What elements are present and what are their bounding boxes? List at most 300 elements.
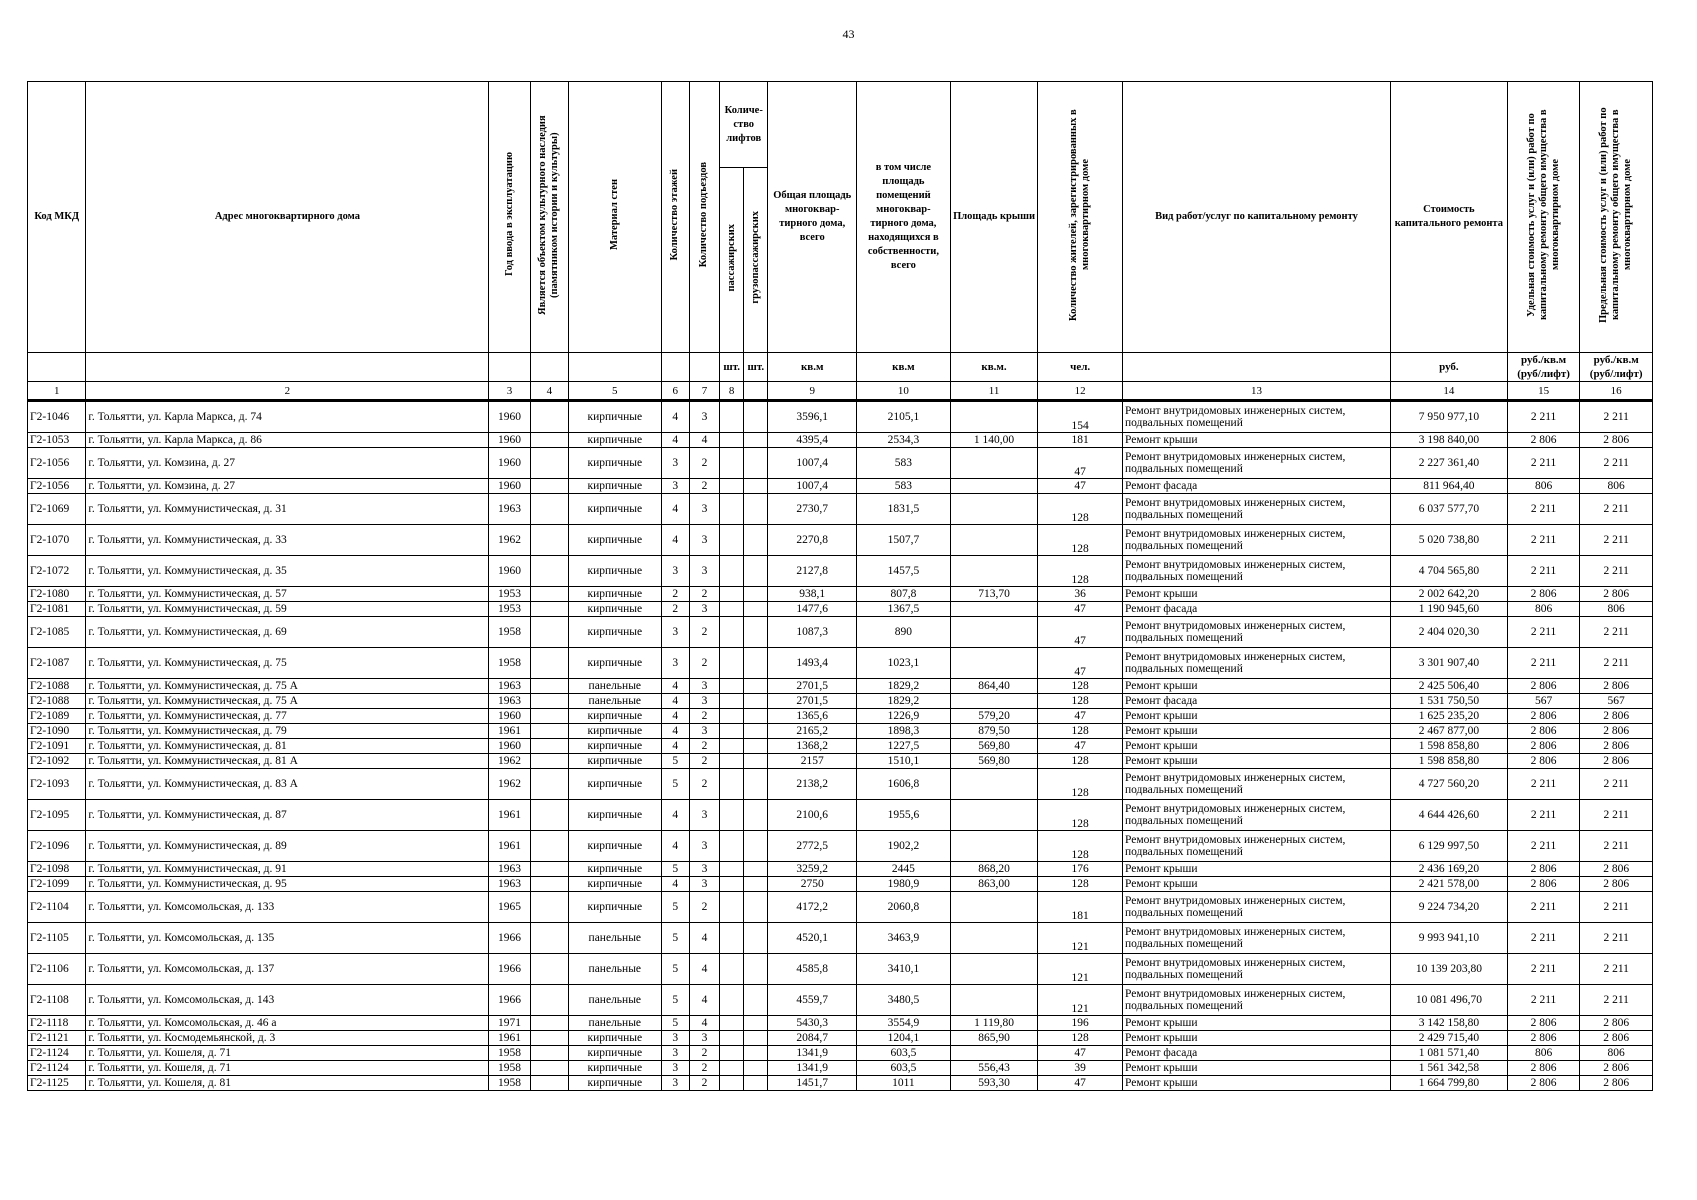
address-cell: г. Тольятти, ул. Карла Маркса, д. 74 <box>86 401 489 433</box>
repair-cost-cell: 1 531 750,50 <box>1390 694 1507 709</box>
heritage-cell <box>530 602 568 617</box>
year-cell: 1958 <box>489 1061 530 1076</box>
code-cell: Г2-1056 <box>28 479 86 494</box>
unit-cost-cell: 2 211 <box>1507 401 1580 433</box>
heritage-cell <box>530 1016 568 1031</box>
repair-cost-cell: 3 142 158,80 <box>1390 1016 1507 1031</box>
code-cell: Г2-1089 <box>28 709 86 724</box>
repair-cost-cell: 1 081 571,40 <box>1390 1046 1507 1061</box>
header-floors: Количество этажей <box>661 82 689 353</box>
table-row <box>28 679 1653 694</box>
lifts-freight-cell <box>744 862 768 877</box>
lifts-passenger-cell <box>720 739 744 754</box>
table-row <box>28 739 1653 754</box>
address-cell: г. Тольятти, ул. Комсомольская, д. 143 <box>86 985 489 1016</box>
residents-cell: 128 <box>1038 877 1123 892</box>
max-cost-cell: 567 <box>1580 694 1653 709</box>
material-cell: кирпичные <box>568 479 661 494</box>
unit-cost-cell: 2 211 <box>1507 800 1580 831</box>
total-area-cell: 2701,5 <box>768 679 857 694</box>
total-area-cell: 5430,3 <box>768 1016 857 1031</box>
material-cell: кирпичные <box>568 648 661 679</box>
table-row <box>28 709 1653 724</box>
code-cell: Г2-1118 <box>28 1016 86 1031</box>
heritage-cell <box>530 831 568 862</box>
floors-cell: 4 <box>661 800 689 831</box>
max-cost-cell: 2 211 <box>1580 494 1653 525</box>
repair-cost-cell: 2 227 361,40 <box>1390 448 1507 479</box>
material-cell: кирпичные <box>568 433 661 448</box>
repair-cost-cell: 2 002 642,20 <box>1390 587 1507 602</box>
unit-cost-cell: 2 806 <box>1507 1061 1580 1076</box>
heritage-cell <box>530 739 568 754</box>
max-cost-cell: 2 211 <box>1580 954 1653 985</box>
total-area-cell: 1477,6 <box>768 602 857 617</box>
unit-cost-cell: 2 806 <box>1507 433 1580 448</box>
unit-cost-cell: 2 211 <box>1507 831 1580 862</box>
unit-cost-cell: 2 211 <box>1507 525 1580 556</box>
repair-cost-cell: 1 598 858,80 <box>1390 754 1507 769</box>
unit-cost-cell: 2 211 <box>1507 985 1580 1016</box>
code-cell: Г2-1124 <box>28 1061 86 1076</box>
address-cell: г. Тольятти, ул. Коммунистическая, д. 89 <box>86 831 489 862</box>
unit-cost-cell: 2 211 <box>1507 494 1580 525</box>
owned-area-cell: 1829,2 <box>857 694 951 709</box>
header-residents: Количество жителей, зарегистрированных в многоквартирном доме <box>1038 82 1123 353</box>
lifts-freight-cell <box>744 985 768 1016</box>
lifts-freight-cell <box>744 1076 768 1091</box>
material-cell: кирпичные <box>568 1061 661 1076</box>
year-cell: 1961 <box>489 831 530 862</box>
work-type-cell: Ремонт внутридомовых инженерных систем, подвальных помещений <box>1122 985 1390 1016</box>
residents-cell: 47 <box>1038 448 1123 479</box>
year-cell: 1961 <box>489 724 530 739</box>
lifts-passenger-cell <box>720 401 744 433</box>
table-row <box>28 1016 1653 1031</box>
year-cell: 1966 <box>489 954 530 985</box>
entrances-cell: 3 <box>689 724 719 739</box>
year-cell: 1960 <box>489 556 530 587</box>
heritage-cell <box>530 448 568 479</box>
entrances-cell: 2 <box>689 709 719 724</box>
floors-cell: 5 <box>661 923 689 954</box>
year-cell: 1958 <box>489 617 530 648</box>
total-area-cell: 4559,7 <box>768 985 857 1016</box>
heritage-cell <box>530 1076 568 1091</box>
floors-cell: 5 <box>661 769 689 800</box>
work-type-cell: Ремонт внутридомовых инженерных систем, подвальных помещений <box>1122 556 1390 587</box>
max-cost-cell: 2 806 <box>1580 679 1653 694</box>
header-code: Код МКД <box>28 82 86 353</box>
residents-cell: 128 <box>1038 724 1123 739</box>
repair-cost-cell: 1 598 858,80 <box>1390 739 1507 754</box>
total-area-cell: 2750 <box>768 877 857 892</box>
heritage-cell <box>530 769 568 800</box>
residents-cell: 128 <box>1038 694 1123 709</box>
year-cell: 1960 <box>489 739 530 754</box>
work-type-cell: Ремонт крыши <box>1122 724 1390 739</box>
lifts-freight-cell <box>744 694 768 709</box>
year-cell: 1962 <box>489 769 530 800</box>
address-cell: г. Тольятти, ул. Комсомольская, д. 133 <box>86 892 489 923</box>
unit-cost-cell: 2 211 <box>1507 556 1580 587</box>
repair-cost-cell: 6 037 577,70 <box>1390 494 1507 525</box>
floors-cell: 5 <box>661 985 689 1016</box>
total-area-cell: 3259,2 <box>768 862 857 877</box>
work-type-cell: Ремонт крыши <box>1122 754 1390 769</box>
table-row <box>28 724 1653 739</box>
lifts-freight-cell <box>744 602 768 617</box>
lifts-freight-cell <box>744 617 768 648</box>
header-unit-cost: Удельная стоимость услуг и (или) работ по капитальному ремонту общего имущества в многоквартирном доме <box>1507 82 1580 353</box>
address-cell: г. Тольятти, ул. Коммунистическая, д. 95 <box>86 877 489 892</box>
repair-cost-cell: 2 429 715,40 <box>1390 1031 1507 1046</box>
work-type-cell: Ремонт крыши <box>1122 1076 1390 1091</box>
address-cell: г. Тольятти, ул. Коммунистическая, д. 59 <box>86 602 489 617</box>
repair-cost-cell: 10 081 496,70 <box>1390 985 1507 1016</box>
year-cell: 1960 <box>489 479 530 494</box>
entrances-cell: 2 <box>689 1061 719 1076</box>
unit-cost-cell: 2 211 <box>1507 648 1580 679</box>
residents-cell: 196 <box>1038 1016 1123 1031</box>
page-number: 43 <box>842 27 855 41</box>
address-cell: г. Тольятти, ул. Комсомольская, д. 135 <box>86 923 489 954</box>
unit-roof-area: кв.м. <box>950 353 1038 382</box>
address-cell: г. Тольятти, ул. Коммунистическая, д. 81 <box>86 739 489 754</box>
max-cost-cell: 2 806 <box>1580 754 1653 769</box>
lifts-passenger-cell <box>720 1061 744 1076</box>
lifts-passenger-cell <box>720 877 744 892</box>
lifts-passenger-cell <box>720 494 744 525</box>
residents-cell: 39 <box>1038 1061 1123 1076</box>
roof-area-cell <box>950 694 1038 709</box>
lifts-passenger-cell <box>720 754 744 769</box>
lifts-freight-cell <box>744 709 768 724</box>
owned-area-cell: 1955,6 <box>857 800 951 831</box>
material-cell: панельные <box>568 694 661 709</box>
total-area-cell: 2138,2 <box>768 769 857 800</box>
roof-area-cell <box>950 448 1038 479</box>
owned-area-cell: 1011 <box>857 1076 951 1091</box>
owned-area-cell: 603,5 <box>857 1046 951 1061</box>
repair-cost-cell: 9 224 734,20 <box>1390 892 1507 923</box>
roof-area-cell <box>950 1046 1038 1061</box>
table-row <box>28 1061 1653 1076</box>
code-cell: Г2-1081 <box>28 602 86 617</box>
total-area-cell: 4395,4 <box>768 433 857 448</box>
header-owned-area: в том числе площадь помещений многоквар- тирного дома, находящихся в собственности, всего <box>857 82 951 353</box>
owned-area-cell: 3463,9 <box>857 923 951 954</box>
year-cell: 1960 <box>489 709 530 724</box>
owned-area-cell: 3480,5 <box>857 985 951 1016</box>
lifts-freight-cell <box>744 433 768 448</box>
floors-cell: 4 <box>661 401 689 433</box>
work-type-cell: Ремонт внутридомовых инженерных систем, подвальных помещений <box>1122 494 1390 525</box>
repair-cost-cell: 1 561 342,58 <box>1390 1061 1507 1076</box>
repair-cost-cell: 7 950 977,10 <box>1390 401 1507 433</box>
roof-area-cell: 864,40 <box>950 679 1038 694</box>
lifts-passenger-cell <box>720 1046 744 1061</box>
entrances-cell: 3 <box>689 862 719 877</box>
address-cell: г. Тольятти, ул. Комзина, д. 27 <box>86 479 489 494</box>
repair-cost-cell: 3 198 840,00 <box>1390 433 1507 448</box>
unit-cost-cell: 2 806 <box>1507 739 1580 754</box>
entrances-cell: 4 <box>689 1016 719 1031</box>
table-row <box>28 401 1653 433</box>
lifts-passenger-cell <box>720 617 744 648</box>
max-cost-cell: 2 806 <box>1580 877 1653 892</box>
floors-cell: 5 <box>661 892 689 923</box>
column-number: 8 <box>720 382 744 401</box>
address-cell: г. Тольятти, ул. Комсомольская, д. 46 а <box>86 1016 489 1031</box>
owned-area-cell: 1226,9 <box>857 709 951 724</box>
roof-area-cell: 1 140,00 <box>950 433 1038 448</box>
entrances-cell: 2 <box>689 1046 719 1061</box>
work-type-cell: Ремонт внутридомовых инженерных систем, подвальных помещений <box>1122 401 1390 433</box>
code-cell: Г2-1085 <box>28 617 86 648</box>
max-cost-cell: 806 <box>1580 479 1653 494</box>
lifts-passenger-cell <box>720 831 744 862</box>
unit-cost-cell: 2 211 <box>1507 617 1580 648</box>
entrances-cell: 2 <box>689 479 719 494</box>
year-cell: 1963 <box>489 862 530 877</box>
address-cell: г. Тольятти, ул. Коммунистическая, д. 75 А <box>86 679 489 694</box>
unit-cost-cell: 2 806 <box>1507 754 1580 769</box>
column-number: 3 <box>489 382 530 401</box>
repair-cost-cell: 4 704 565,80 <box>1390 556 1507 587</box>
floors-cell: 2 <box>661 587 689 602</box>
roof-area-cell <box>950 892 1038 923</box>
code-cell: Г2-1090 <box>28 724 86 739</box>
owned-area-cell: 3554,9 <box>857 1016 951 1031</box>
roof-area-cell: 1 119,80 <box>950 1016 1038 1031</box>
year-cell: 1961 <box>489 800 530 831</box>
max-cost-cell: 2 211 <box>1580 923 1653 954</box>
table-row <box>28 1076 1653 1091</box>
table-row <box>28 648 1653 679</box>
floors-cell: 3 <box>661 648 689 679</box>
unit-cost-cell: 2 806 <box>1507 709 1580 724</box>
total-area-cell: 2157 <box>768 754 857 769</box>
lifts-freight-cell <box>744 1031 768 1046</box>
roof-area-cell: 556,43 <box>950 1061 1038 1076</box>
work-type-cell: Ремонт внутридомовых инженерных систем, подвальных помещений <box>1122 525 1390 556</box>
owned-area-cell: 1898,3 <box>857 724 951 739</box>
work-type-cell: Ремонт крыши <box>1122 1061 1390 1076</box>
work-type-cell: Ремонт внутридомовых инженерных систем, подвальных помещений <box>1122 769 1390 800</box>
max-cost-cell: 2 806 <box>1580 433 1653 448</box>
entrances-cell: 3 <box>689 556 719 587</box>
lifts-passenger-cell <box>720 694 744 709</box>
material-cell: панельные <box>568 985 661 1016</box>
table-row <box>28 862 1653 877</box>
floors-cell: 4 <box>661 739 689 754</box>
owned-area-cell: 1457,5 <box>857 556 951 587</box>
residents-cell: 47 <box>1038 1046 1123 1061</box>
work-type-cell: Ремонт крыши <box>1122 1016 1390 1031</box>
table-row <box>28 433 1653 448</box>
floors-cell: 3 <box>661 556 689 587</box>
lifts-freight-cell <box>744 954 768 985</box>
table-header <box>28 82 1653 401</box>
code-cell: Г2-1096 <box>28 831 86 862</box>
entrances-cell: 4 <box>689 985 719 1016</box>
unit-cell <box>86 353 489 382</box>
column-number: 6 <box>661 382 689 401</box>
material-cell: кирпичные <box>568 709 661 724</box>
header-entrances: Количество подъездов <box>689 82 719 353</box>
lifts-passenger-cell <box>720 954 744 985</box>
address-cell: г. Тольятти, ул. Коммунистическая, д. 87 <box>86 800 489 831</box>
lifts-freight-cell <box>744 648 768 679</box>
lifts-passenger-cell <box>720 985 744 1016</box>
max-cost-cell: 2 806 <box>1580 709 1653 724</box>
residents-cell: 128 <box>1038 525 1123 556</box>
heritage-cell <box>530 694 568 709</box>
table-body <box>28 401 1653 1091</box>
total-area-cell: 1368,2 <box>768 739 857 754</box>
code-cell: Г2-1105 <box>28 923 86 954</box>
work-type-cell: Ремонт фасада <box>1122 479 1390 494</box>
total-area-cell: 4520,1 <box>768 923 857 954</box>
address-cell: г. Тольятти, ул. Космодемьянской, д. 3 <box>86 1031 489 1046</box>
entrances-cell: 2 <box>689 892 719 923</box>
repair-cost-cell: 2 404 020,30 <box>1390 617 1507 648</box>
max-cost-cell: 2 806 <box>1580 739 1653 754</box>
table-row <box>28 448 1653 479</box>
floors-cell: 2 <box>661 602 689 617</box>
owned-area-cell: 2060,8 <box>857 892 951 923</box>
lifts-freight-cell <box>744 494 768 525</box>
roof-area-cell <box>950 923 1038 954</box>
roof-area-cell: 863,00 <box>950 877 1038 892</box>
column-number: 11 <box>950 382 1038 401</box>
repair-cost-cell: 10 139 203,80 <box>1390 954 1507 985</box>
unit-cost-cell: 2 211 <box>1507 769 1580 800</box>
year-cell: 1958 <box>489 1046 530 1061</box>
code-cell: Г2-1095 <box>28 800 86 831</box>
roof-area-cell: 593,30 <box>950 1076 1038 1091</box>
max-cost-cell: 806 <box>1580 1046 1653 1061</box>
owned-area-cell: 2105,1 <box>857 401 951 433</box>
max-cost-cell: 2 211 <box>1580 617 1653 648</box>
code-cell: Г2-1088 <box>28 694 86 709</box>
repair-cost-cell: 811 964,40 <box>1390 479 1507 494</box>
roof-area-cell <box>950 985 1038 1016</box>
roof-area-cell <box>950 831 1038 862</box>
total-area-cell: 2165,2 <box>768 724 857 739</box>
address-cell: г. Тольятти, ул. Комзина, д. 27 <box>86 448 489 479</box>
work-type-cell: Ремонт крыши <box>1122 679 1390 694</box>
lifts-passenger-cell <box>720 892 744 923</box>
max-cost-cell: 2 806 <box>1580 587 1653 602</box>
residents-cell: 47 <box>1038 1076 1123 1091</box>
entrances-cell: 2 <box>689 769 719 800</box>
code-cell: Г2-1104 <box>28 892 86 923</box>
year-cell: 1963 <box>489 877 530 892</box>
header-lifts-passenger: пассажирских <box>720 168 744 353</box>
unit-cost-cell: 2 806 <box>1507 1076 1580 1091</box>
entrances-cell: 2 <box>689 1076 719 1091</box>
owned-area-cell: 603,5 <box>857 1061 951 1076</box>
code-cell: Г2-1069 <box>28 494 86 525</box>
year-cell: 1971 <box>489 1016 530 1031</box>
floors-cell: 4 <box>661 831 689 862</box>
column-number: 9 <box>768 382 857 401</box>
lifts-passenger-cell <box>720 1076 744 1091</box>
material-cell: кирпичные <box>568 739 661 754</box>
work-type-cell: Ремонт крыши <box>1122 709 1390 724</box>
material-cell: кирпичные <box>568 448 661 479</box>
address-cell: г. Тольятти, ул. Коммунистическая, д. 57 <box>86 587 489 602</box>
material-cell: кирпичные <box>568 602 661 617</box>
lifts-passenger-cell <box>720 648 744 679</box>
total-area-cell: 3596,1 <box>768 401 857 433</box>
max-cost-cell: 2 211 <box>1580 985 1653 1016</box>
column-numbers-row <box>28 382 1653 401</box>
lifts-passenger-cell <box>720 433 744 448</box>
max-cost-cell: 2 211 <box>1580 648 1653 679</box>
year-cell: 1962 <box>489 525 530 556</box>
lifts-passenger-cell <box>720 448 744 479</box>
owned-area-cell: 583 <box>857 448 951 479</box>
heritage-cell <box>530 617 568 648</box>
work-type-cell: Ремонт внутридомовых инженерных систем, подвальных помещений <box>1122 892 1390 923</box>
floors-cell: 5 <box>661 862 689 877</box>
roof-area-cell <box>950 494 1038 525</box>
column-number: 10 <box>857 382 951 401</box>
material-cell: кирпичные <box>568 494 661 525</box>
table-row <box>28 556 1653 587</box>
lifts-passenger-cell <box>720 923 744 954</box>
repair-cost-cell: 9 993 941,10 <box>1390 923 1507 954</box>
total-area-cell: 2084,7 <box>768 1031 857 1046</box>
lifts-passenger-cell <box>720 525 744 556</box>
unit-cost-cell: 2 806 <box>1507 1031 1580 1046</box>
material-cell: кирпичные <box>568 525 661 556</box>
lifts-freight-cell <box>744 1046 768 1061</box>
year-cell: 1962 <box>489 754 530 769</box>
entrances-cell: 4 <box>689 433 719 448</box>
header-address: Адрес многоквартирного дома <box>86 82 489 353</box>
max-cost-cell: 2 211 <box>1580 556 1653 587</box>
roof-area-cell <box>950 800 1038 831</box>
unit-cell <box>28 353 86 382</box>
max-cost-cell: 2 211 <box>1580 401 1653 433</box>
repair-cost-cell: 1 625 235,20 <box>1390 709 1507 724</box>
address-cell: г. Тольятти, ул. Комсомольская, д. 137 <box>86 954 489 985</box>
code-cell: Г2-1124 <box>28 1046 86 1061</box>
floors-cell: 4 <box>661 494 689 525</box>
heritage-cell <box>530 954 568 985</box>
total-area-cell: 2772,5 <box>768 831 857 862</box>
header-lifts: Количе- ство лифтов <box>720 82 768 168</box>
owned-area-cell: 1831,5 <box>857 494 951 525</box>
table-row <box>28 1046 1653 1061</box>
work-type-cell: Ремонт внутридомовых инженерных систем, подвальных помещений <box>1122 800 1390 831</box>
roof-area-cell <box>950 556 1038 587</box>
material-cell: панельные <box>568 923 661 954</box>
unit-cost-cell: 2 806 <box>1507 862 1580 877</box>
roof-area-cell <box>950 648 1038 679</box>
total-area-cell: 1341,9 <box>768 1061 857 1076</box>
floors-cell: 3 <box>661 1076 689 1091</box>
roof-area-cell: 713,70 <box>950 587 1038 602</box>
entrances-cell: 3 <box>689 1031 719 1046</box>
heritage-cell <box>530 709 568 724</box>
column-number: 4 <box>530 382 568 401</box>
header-heritage: Является объектом культурного наследия (памятником истории и культуры) <box>530 82 568 353</box>
